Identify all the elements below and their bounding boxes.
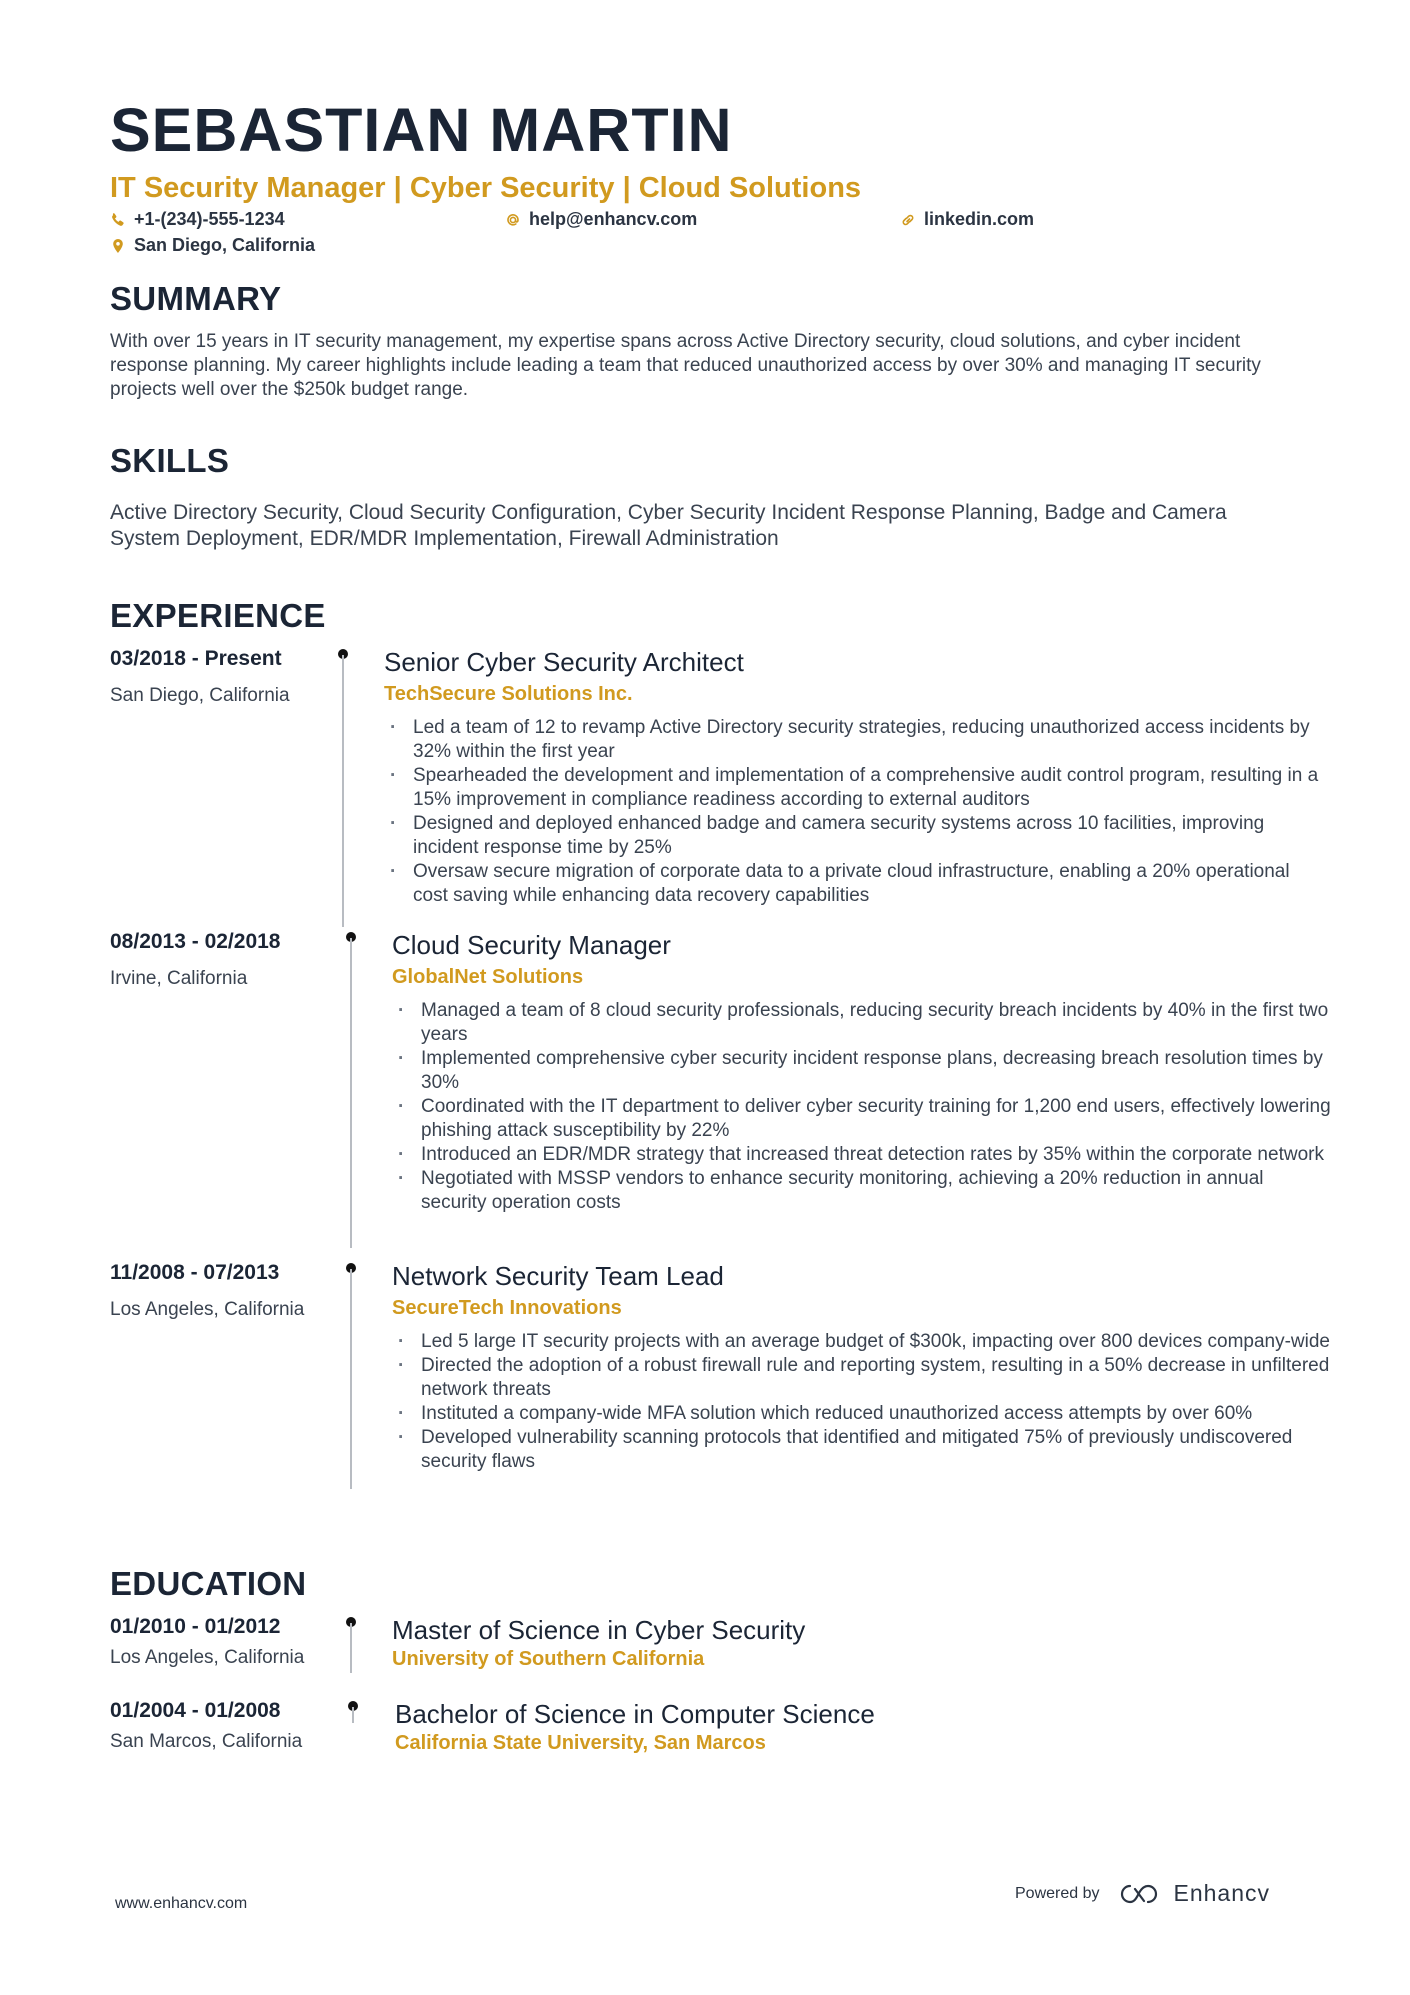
achievement-list — [392, 1330, 1332, 1474]
job-title: Senior Cyber Security Architect — [384, 647, 744, 677]
at-icon — [505, 212, 521, 228]
entry-content — [392, 930, 1332, 1215]
list-item: · Coordinated with the IT department to deliver cyber security training for 1,200 end users, effectively lowering phishing attack susceptibility by 22% — [392, 1095, 1332, 1143]
entry-content — [395, 1699, 1335, 1755]
brand-name: Enhancv — [1173, 1880, 1271, 1906]
entry-date: 03/2018 - Present — [110, 647, 282, 670]
entry-date: 08/2013 - 02/2018 — [110, 930, 281, 953]
achievement-list — [392, 999, 1332, 1215]
job-title: Cloud Security Manager — [392, 930, 671, 960]
list-item: · Led 5 large IT security projects with an average budget of $300k, impacting over 800 devices company-wide — [392, 1330, 1332, 1354]
contact-link[interactable] — [900, 209, 1034, 230]
resume-header — [110, 95, 1310, 261]
candidate-name: SEBASTIAN MARTIN — [110, 96, 733, 164]
skills-text: Active Directory Security, Cloud Security Configuration, Cyber Security Incident Response Planning, Badge and Camera System Deployment, EDR/MDR Implementation, Firewall Administration — [110, 501, 1227, 550]
entry-content — [384, 647, 1324, 908]
list-item: · Directed the adoption of a robust firewall rule and reporting system, resulting in a 50% decrease in unfiltered network threats — [392, 1354, 1332, 1402]
list-item: · Instituted a company-wide MFA solution which reduced unauthorized access attempts by over 60% — [392, 1402, 1332, 1426]
email-text: help@enhancv.com — [529, 209, 698, 229]
company-name: TechSecure Solutions Inc. — [384, 683, 633, 705]
list-item: · Led a team of 12 to revamp Active Directory security strategies, reducing unauthorized access incidents by 32% within the first year — [384, 716, 1324, 764]
list-item: · Spearheaded the development and implementation of a comprehensive audit control program, resulting in a 15% improvement in compliance readiness according to external auditors — [384, 764, 1324, 812]
job-title: Network Security Team Lead — [392, 1261, 724, 1291]
school-name: California State University, San Marcos — [395, 1732, 766, 1754]
candidate-subtitle: IT Security Manager | Cyber Security | Cloud Solutions — [110, 172, 862, 204]
enhancv-logo-icon — [1118, 1882, 1164, 1906]
degree-title: Bachelor of Science in Computer Science — [395, 1699, 875, 1729]
list-item: · Negotiated with MSSP vendors to enhance security monitoring, achieving a 20% reduction in annual security operation costs — [392, 1167, 1332, 1215]
location-pin-icon — [110, 238, 126, 254]
list-item: · Implemented comprehensive cyber security incident response plans, decreasing breach resolution times by 30% — [392, 1047, 1332, 1095]
summary-text: With over 15 years in IT security management, my expertise spans across Active Directory security, cloud solutions, and cyber incident response planning. My career highlights include leading a team that reduced unauthorized access by over 30% and managing IT security projects well over the $250k budget range. — [110, 331, 1261, 400]
summary-section — [110, 280, 1310, 402]
footer-website[interactable]: www.enhancv.com — [115, 1895, 248, 1912]
entry-date: 11/2008 - 07/2013 — [110, 1261, 280, 1284]
footer-branding — [1015, 1880, 1270, 1907]
entry-location: Los Angeles, California — [110, 1647, 305, 1668]
experience-section — [110, 597, 1340, 1472]
contact-email[interactable] — [505, 209, 697, 230]
list-item: · Managed a team of 8 cloud security professionals, reducing security breach incidents by 40% in the first two years — [392, 999, 1332, 1047]
experience-title: EXPERIENCE — [110, 597, 326, 634]
phone-text: +1-(234)-555-1234 — [134, 209, 285, 229]
company-name: GlobalNet Solutions — [392, 966, 584, 988]
brand-logo[interactable] — [1118, 1880, 1271, 1907]
school-name: University of Southern California — [392, 1648, 705, 1670]
link-text: linkedin.com — [924, 209, 1035, 229]
entry-content — [392, 1261, 1332, 1474]
timeline-line — [350, 938, 352, 1248]
powered-by-text: Powered by — [1015, 1884, 1100, 1902]
list-item: · Designed and deployed enhanced badge and camera security systems across 10 facilities, improving incident response time by 25% — [384, 812, 1324, 860]
timeline-line — [342, 655, 344, 927]
list-item: · Oversaw secure migration of corporate data to a private cloud infrastructure, enabling a 20% operational cost saving while enhancing data recovery capabilities — [384, 860, 1324, 908]
entry-date: 01/2004 - 01/2008 — [110, 1699, 281, 1722]
phone-icon — [110, 212, 126, 228]
contact-location — [110, 235, 315, 256]
entry-date: 01/2010 - 01/2012 — [110, 1615, 281, 1638]
contact-phone[interactable] — [110, 209, 285, 230]
contact-info — [110, 209, 1310, 261]
achievement-list — [384, 716, 1324, 908]
skills-title: SKILLS — [110, 442, 230, 479]
location-text: San Diego, California — [134, 235, 316, 255]
education-section — [110, 1565, 1340, 1754]
link-icon — [900, 212, 916, 228]
company-name: SecureTech Innovations — [392, 1297, 622, 1319]
entry-content — [392, 1615, 1332, 1671]
entry-location: San Diego, California — [110, 685, 290, 706]
list-item: · Developed vulnerability scanning protocols that identified and mitigated 75% of previously undiscovered security flaws — [392, 1426, 1332, 1474]
entry-location: Irvine, California — [110, 968, 248, 989]
timeline-line — [350, 1269, 352, 1489]
entry-location: San Marcos, California — [110, 1731, 303, 1752]
education-title: EDUCATION — [110, 1565, 307, 1602]
list-item: · Introduced an EDR/MDR strategy that increased threat detection rates by 35% within the corporate network — [392, 1143, 1332, 1167]
summary-title: SUMMARY — [110, 280, 282, 317]
degree-title: Master of Science in Cyber Security — [392, 1615, 806, 1645]
timeline-line — [352, 1707, 354, 1723]
skills-section — [110, 442, 1310, 552]
entry-location: Los Angeles, California — [110, 1299, 305, 1320]
timeline-line — [350, 1623, 352, 1673]
